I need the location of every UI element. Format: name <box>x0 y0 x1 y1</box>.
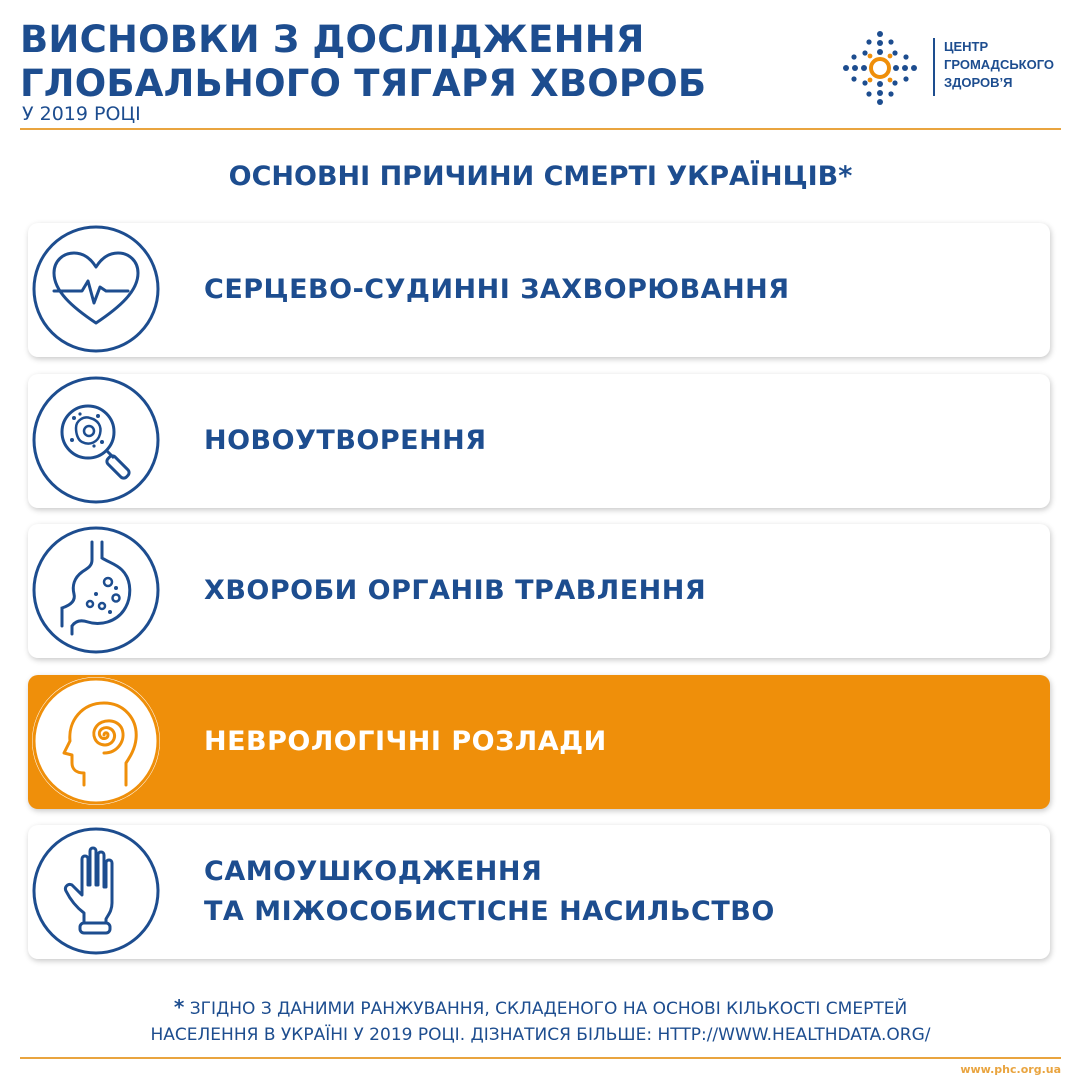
cause-label <box>204 223 790 357</box>
cause-icon-circle <box>32 225 160 353</box>
cause-card-self-harm <box>28 825 1050 959</box>
cause-icon-circle <box>32 376 160 504</box>
stomach-icon <box>32 526 160 654</box>
raised-hand-icon <box>32 827 160 955</box>
page-title <box>20 18 706 106</box>
heart-pulse-icon <box>32 225 160 353</box>
cause-label-text: НОВОУТВОРЕННЯ <box>204 425 487 456</box>
cause-label <box>204 825 775 959</box>
footnote-line-2: НАСЕЛЕННЯ В УКРАЇНІ У 2019 РОЦІ. ДІЗНАТИСЯ БІЛЬШЕ: HTTP://WWW.HEALTHDATA.ORG/ <box>150 1025 931 1045</box>
cause-label <box>204 524 706 658</box>
cause-label-text: ХВОРОБИ ОРГАНІВ ТРАВЛЕННЯ <box>204 575 707 606</box>
cause-label-text: СЕРЦЕВО-СУДИННІ ЗАХВОРЮВАННЯ <box>204 274 790 305</box>
logo-text <box>944 38 1054 92</box>
cause-icon-circle <box>32 827 160 955</box>
title-line-2: ГЛОБАЛЬНОГО ТЯГАРЯ ХВОРОБ <box>20 62 707 105</box>
phc-logo-icon <box>840 28 920 108</box>
page-subtitle: У 2019 РОЦІ <box>22 103 141 125</box>
cause-label-line-1: САМОУШКОДЖЕННЯ <box>204 856 543 887</box>
section-title: ОСНОВНІ ПРИЧИНИ СМЕРТІ УКРАЇНЦІВ* <box>228 161 853 192</box>
footer-divider <box>20 1057 1061 1059</box>
footnote <box>0 994 1081 1048</box>
website-link[interactable]: www.phc.org.ua <box>960 1063 1061 1076</box>
head-spiral-icon <box>32 677 160 805</box>
cause-card-digestive <box>28 524 1050 658</box>
logo-line-2: ГРОМАДСЬКОГО <box>944 57 1055 72</box>
cause-icon-circle <box>32 677 160 805</box>
logo-line-1: ЦЕНТР <box>944 39 989 54</box>
header-divider <box>20 128 1061 130</box>
cause-card-neoplasms <box>28 374 1050 508</box>
cause-label <box>204 675 607 809</box>
footnote-star: * <box>173 995 185 1019</box>
cause-card-cardiovascular <box>28 223 1050 357</box>
magnifier-cell-icon <box>32 376 160 504</box>
logo-divider <box>933 38 935 96</box>
cause-card-neurological <box>28 675 1050 809</box>
cause-label-text: НЕВРОЛОГІЧНІ РОЗЛАДИ <box>204 726 607 757</box>
title-line-1: ВИСНОВКИ З ДОСЛІДЖЕННЯ <box>20 18 645 61</box>
logo-line-3: ЗДОРОВ’Я <box>944 75 1013 90</box>
cause-label <box>204 374 487 508</box>
cause-label-line-2: ТА МІЖОСОБИСТІСНЕ НАСИЛЬСТВО <box>204 896 775 927</box>
footnote-line-1: ЗГІДНО З ДАНИМИ РАНЖУВАННЯ, СКЛАДЕНОГО НА ОСНОВІ КІЛЬКОСТІ СМЕРТЕЙ <box>189 999 908 1019</box>
cause-icon-circle <box>32 526 160 654</box>
